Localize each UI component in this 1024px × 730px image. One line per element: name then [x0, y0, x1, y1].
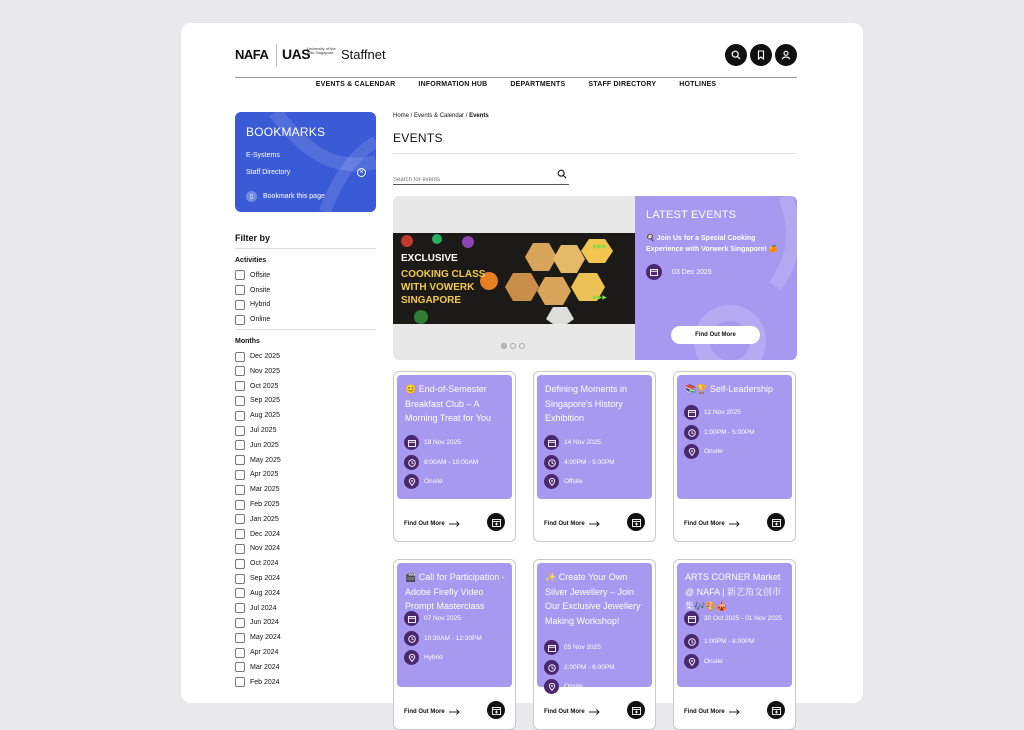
search-icon[interactable] [557, 169, 567, 179]
event-card-body[interactable] [397, 375, 512, 499]
carousel-dot[interactable] [510, 343, 516, 349]
main-nav [235, 81, 797, 95]
event-card-body[interactable] [397, 563, 512, 687]
event-date-row [404, 611, 461, 626]
location-pin-icon [404, 474, 419, 489]
find-out-more-label: Find Out More [684, 521, 725, 527]
calendar-add-icon [492, 706, 501, 715]
clock-icon [684, 425, 699, 440]
event-card-body[interactable] [677, 375, 792, 499]
event-date: 30 Oct 2025 - 01 Nov 2025 [704, 615, 783, 622]
event-time-row [544, 455, 615, 470]
event-time: 1:00PM - 5:00PM [704, 429, 755, 436]
checkbox[interactable] [235, 285, 245, 295]
checkbox[interactable] [235, 426, 245, 436]
latest-events-panel [635, 196, 797, 360]
event-time: 4:00PM - 5:00PM [564, 459, 615, 466]
event-time-row [684, 425, 755, 440]
checkbox[interactable] [235, 544, 245, 554]
find-out-more-link[interactable] [544, 521, 600, 527]
event-location: Offsite [564, 478, 583, 485]
clock-icon [544, 660, 559, 675]
carousel-banner-image[interactable] [393, 233, 635, 324]
month-filter-option[interactable] [235, 630, 376, 645]
calendar-add-icon [772, 706, 781, 715]
event-time-row [404, 631, 482, 646]
page-card [181, 23, 863, 715]
month-filter-label: May 2024 [250, 634, 281, 642]
event-card[interactable] [673, 559, 796, 730]
checkbox[interactable] [235, 315, 245, 325]
add-to-calendar-button[interactable] [487, 513, 505, 531]
event-date: 18 Nov 2025 [424, 439, 461, 446]
checkbox[interactable] [235, 352, 245, 362]
event-card[interactable] [673, 371, 796, 542]
event-date-row [404, 435, 461, 450]
uas-logo-subtitle: University of the Arts Singapore [307, 46, 336, 55]
banner-line-3: WITH VOWERK [401, 282, 475, 293]
month-filter-option[interactable] [235, 645, 376, 660]
event-card-body[interactable] [677, 563, 792, 687]
add-to-calendar-button[interactable] [627, 513, 645, 531]
carousel-dots [501, 343, 525, 349]
month-filter-label: Aug 2025 [250, 412, 280, 420]
month-filter-option[interactable] [235, 601, 376, 616]
carousel-dot[interactable] [501, 343, 507, 349]
checkbox[interactable] [235, 470, 245, 480]
activity-filter-option[interactable] [235, 298, 376, 313]
find-out-more-link[interactable] [404, 709, 460, 715]
bookmark-item-staff-directory[interactable]: Staff Directory [246, 169, 291, 176]
breadcrumb-events-calendar[interactable]: Events & Calendar [414, 113, 465, 119]
find-out-more-label: Find Out More [544, 521, 585, 527]
months-title: Months [235, 338, 260, 346]
calendar-add-icon [772, 518, 781, 527]
find-out-more-label: Find Out More [544, 709, 585, 715]
search-button[interactable] [725, 44, 747, 66]
checkbox[interactable] [235, 270, 245, 280]
calendar-icon [544, 435, 559, 450]
event-date: 07 Nov 2025 [424, 615, 461, 622]
month-filter-option[interactable] [235, 349, 376, 364]
month-filter-option[interactable] [235, 542, 376, 557]
location-pin-icon [544, 679, 559, 694]
month-filter-option[interactable] [235, 527, 376, 542]
event-card[interactable] [393, 371, 516, 542]
nav-information-hub[interactable]: INFORMATION HUB [418, 81, 488, 88]
user-icon [781, 50, 791, 60]
activity-filter-option[interactable] [235, 312, 376, 327]
event-date-row [684, 405, 741, 420]
event-time: 1:00PM - 8:00PM [704, 638, 755, 645]
event-location-row [684, 654, 723, 669]
clock-icon [544, 455, 559, 470]
month-filter-option[interactable] [235, 408, 376, 423]
event-location-row [404, 474, 443, 489]
month-filter-label: Dec 2025 [250, 353, 280, 361]
clock-icon [684, 634, 699, 649]
filter-panel [235, 233, 376, 690]
month-filter-label: Aug 2024 [250, 589, 280, 597]
month-filter-option[interactable] [235, 468, 376, 483]
add-to-calendar-button[interactable] [767, 513, 785, 531]
month-filter-label: Oct 2024 [250, 560, 279, 568]
month-filter-label: Nov 2025 [250, 367, 280, 375]
calendar-icon [404, 611, 419, 626]
month-filter-option[interactable] [235, 586, 376, 601]
nav-staff-directory[interactable]: STAFF DIRECTORY [588, 81, 657, 88]
site-header [235, 33, 797, 78]
event-title[interactable]: ARTS CORNER Market @ NAFA | 新艺角文创市集🎶🎨🎪 [685, 572, 781, 611]
arrow-right-icon [729, 709, 740, 715]
checkbox[interactable] [235, 366, 245, 376]
nav-hotlines[interactable]: HOTLINES [679, 81, 717, 88]
find-out-more-link[interactable] [404, 521, 460, 527]
month-filter-option[interactable] [235, 660, 376, 675]
month-filter-label: Sep 2024 [250, 575, 280, 583]
checkbox[interactable] [235, 411, 245, 421]
activity-filter-option[interactable] [235, 283, 376, 298]
remove-bookmark-icon[interactable]: × [357, 168, 366, 177]
month-filter-label: Nov 2024 [250, 545, 280, 553]
event-location-row [544, 679, 583, 694]
calendar-icon [404, 435, 419, 450]
arrow-right-icon [729, 521, 740, 527]
event-time: 10:30AM - 12:30PM [424, 635, 482, 642]
checkbox[interactable] [235, 529, 245, 539]
month-filter-option[interactable] [235, 438, 376, 453]
filter-title: Filter by [235, 233, 376, 249]
month-filter-option[interactable] [235, 512, 376, 527]
calendar-add-icon [632, 518, 641, 527]
bookmark-item-e-systems[interactable]: E-Systems [246, 152, 280, 159]
month-filter-label: Feb 2024 [250, 678, 280, 686]
checkbox[interactable] [235, 677, 245, 687]
svg-text:▶▶▶: ▶▶▶ [593, 295, 607, 301]
checkbox[interactable] [235, 500, 245, 510]
checkbox[interactable] [235, 514, 245, 524]
event-date-row [544, 640, 601, 655]
add-to-calendar-button[interactable] [487, 701, 505, 719]
month-filter-option[interactable] [235, 394, 376, 409]
month-filter-option[interactable] [235, 379, 376, 394]
event-card[interactable] [393, 559, 516, 730]
event-title[interactable]: 😊 End-of-Semester Breakfast Club – A Morning Treat for You [405, 384, 492, 423]
month-filter-option[interactable] [235, 571, 376, 586]
breadcrumb-home[interactable]: Home [393, 113, 410, 119]
event-location-row [684, 444, 723, 459]
latest-event-date [646, 264, 712, 280]
event-time-row [684, 634, 755, 649]
find-out-more-label: Find Out More [404, 709, 445, 715]
arrow-right-icon [449, 709, 460, 715]
event-card[interactable] [533, 559, 656, 730]
latest-events-title: LATEST EVENTS [646, 209, 737, 221]
checkbox[interactable] [235, 396, 245, 406]
logo-divider [276, 44, 277, 66]
calendar-icon [544, 640, 559, 655]
banner-line-1: EXCLUSIVE [401, 253, 458, 264]
month-filter-label: Oct 2025 [250, 382, 279, 390]
activity-filter-label: Hybrid [250, 301, 271, 309]
event-time-row [404, 455, 478, 470]
find-out-more-button[interactable]: Find Out More [671, 326, 760, 344]
page-title: EVENTS [393, 131, 443, 145]
event-title[interactable]: 🎬 Call for Participation - Adobe Firefly Video Prompt Masterclass [405, 572, 505, 611]
title-divider [393, 153, 797, 154]
bookmark-icon [756, 50, 766, 60]
latest-event-description[interactable]: 🍳 Join Us for a Special Cooking Experience with Vorwerk Singapore! 🍊 [646, 235, 778, 253]
month-filter-label: Apr 2025 [250, 471, 279, 479]
checkbox[interactable] [235, 633, 245, 643]
arrow-right-icon [449, 521, 460, 527]
event-location: Onsite [564, 683, 583, 690]
nafa-logo[interactable]: NAFA [235, 47, 269, 62]
breadcrumb-current: Events [469, 113, 489, 119]
month-filter-label: Jul 2024 [250, 604, 277, 612]
event-date: 05 Nov 2025 [564, 644, 601, 651]
bookmark-button[interactable] [750, 44, 772, 66]
add-to-calendar-button[interactable] [767, 701, 785, 719]
checkbox[interactable] [235, 440, 245, 450]
month-filter-label: Jun 2025 [250, 441, 279, 449]
checkbox[interactable] [235, 648, 245, 658]
find-out-more-label: Find Out More [684, 709, 725, 715]
month-filter-label: Apr 2024 [250, 649, 279, 657]
event-card-body[interactable] [537, 563, 652, 690]
checkbox[interactable] [235, 300, 245, 310]
event-title[interactable]: Defining Moments in Singapore's History Exhibition [545, 384, 628, 423]
app-title: Staffnet [341, 47, 386, 62]
bookmark-this-page-button[interactable] [246, 191, 325, 202]
event-location: Onsite [704, 658, 723, 665]
clock-icon [404, 631, 419, 646]
location-pin-icon [544, 474, 559, 489]
clock-icon [404, 455, 419, 470]
month-filter-label: Jun 2024 [250, 619, 279, 627]
calendar-icon [684, 405, 699, 420]
event-carousel[interactable] [393, 196, 635, 360]
search-input[interactable] [393, 173, 543, 187]
event-card[interactable] [533, 371, 656, 542]
activity-filter-option[interactable] [235, 268, 376, 283]
month-filter-option[interactable] [235, 616, 376, 631]
location-pin-icon [684, 444, 699, 459]
event-title[interactable]: 📚🏆 Self-Leadership [685, 384, 773, 394]
activities-title: Activities [235, 257, 267, 264]
month-filter-label: Sep 2025 [250, 397, 280, 405]
calendar-icon [646, 264, 662, 280]
activity-filter-label: Offsite [250, 271, 271, 279]
search-icon [731, 50, 741, 60]
event-title[interactable]: ✨ Create Your Own Silver Jewellery – Join Our Exclusive Jewellery Making Workshop! [545, 572, 641, 626]
month-filter-option[interactable] [235, 556, 376, 571]
event-time-row [544, 660, 615, 675]
banner-line-4: SINGAPORE [401, 295, 462, 306]
nav-departments[interactable]: DEPARTMENTS [510, 81, 566, 88]
event-location: Hybrid [424, 654, 443, 661]
month-filter-option[interactable] [235, 497, 376, 512]
event-card-body[interactable] [537, 375, 652, 499]
carousel-dot[interactable] [519, 343, 525, 349]
activity-filter-label: Onsite [250, 286, 271, 294]
month-filter-label: Feb 2025 [250, 501, 280, 509]
month-filter-label: May 2025 [250, 456, 281, 464]
checkbox[interactable] [235, 559, 245, 569]
bookmark-this-page-label: Bookmark this page [263, 193, 325, 200]
month-filter-option[interactable] [235, 453, 376, 468]
latest-event-date-text: 03 Dec 2025 [672, 268, 712, 276]
checkbox[interactable] [235, 485, 245, 495]
find-out-more-link[interactable] [544, 709, 600, 715]
event-location: Onsite [704, 448, 723, 455]
arrow-right-icon [589, 709, 600, 715]
bookmarks-title: BOOKMARKS [246, 125, 326, 139]
checkbox[interactable] [235, 455, 245, 465]
checkbox[interactable] [235, 381, 245, 391]
find-out-more-label: Find Out More [404, 521, 445, 527]
month-filter-label: Jul 2025 [250, 427, 277, 435]
checkbox[interactable] [235, 618, 245, 628]
add-to-calendar-button[interactable] [627, 701, 645, 719]
event-time: 8:00AM - 10:00AM [424, 459, 479, 466]
svg-text:▶▶▶: ▶▶▶ [593, 244, 607, 250]
uas-logo[interactable]: UAS [282, 46, 311, 62]
checkbox[interactable] [235, 662, 245, 672]
banner-line-2: COOKING CLASS [401, 269, 486, 280]
checkbox[interactable] [235, 603, 245, 613]
bookmarks-panel [235, 112, 376, 212]
checkbox[interactable] [235, 574, 245, 584]
find-out-more-link[interactable] [684, 521, 740, 527]
month-filter-label: Jan 2025 [250, 515, 279, 523]
checkbox[interactable] [235, 588, 245, 598]
calendar-add-icon [492, 518, 501, 527]
profile-button[interactable] [775, 44, 797, 66]
event-location-row [404, 650, 443, 665]
event-date: 14 Nov 2025 [564, 439, 601, 446]
month-filter-label: Mar 2025 [250, 486, 280, 494]
find-out-more-link[interactable] [684, 709, 740, 715]
event-location-row [544, 474, 583, 489]
location-pin-icon [684, 654, 699, 669]
breadcrumb: Home / Events & Calendar / Events [393, 113, 489, 119]
search-bar [393, 168, 569, 185]
month-filter-option[interactable] [235, 364, 376, 379]
nav-events-calendar[interactable]: EVENTS & CALENDAR [315, 81, 396, 88]
event-date-row [684, 611, 782, 626]
arrow-right-icon [589, 521, 600, 527]
month-filter-option[interactable] [235, 675, 376, 690]
month-filter-option[interactable] [235, 482, 376, 497]
calendar-add-icon [632, 706, 641, 715]
calendar-icon [684, 611, 699, 626]
location-pin-icon [404, 650, 419, 665]
month-filter-label: Mar 2024 [250, 663, 280, 671]
bookmark-add-icon: ▯ [246, 191, 257, 202]
event-location: Onsite [424, 478, 443, 485]
event-date: 12 Nov 2025 [704, 409, 741, 416]
event-date-row [544, 435, 601, 450]
event-time: 2:00PM - 6:00PM [564, 664, 615, 671]
month-filter-option[interactable] [235, 423, 376, 438]
activity-filter-label: Online [250, 316, 271, 324]
month-filter-label: Dec 2024 [250, 530, 280, 538]
